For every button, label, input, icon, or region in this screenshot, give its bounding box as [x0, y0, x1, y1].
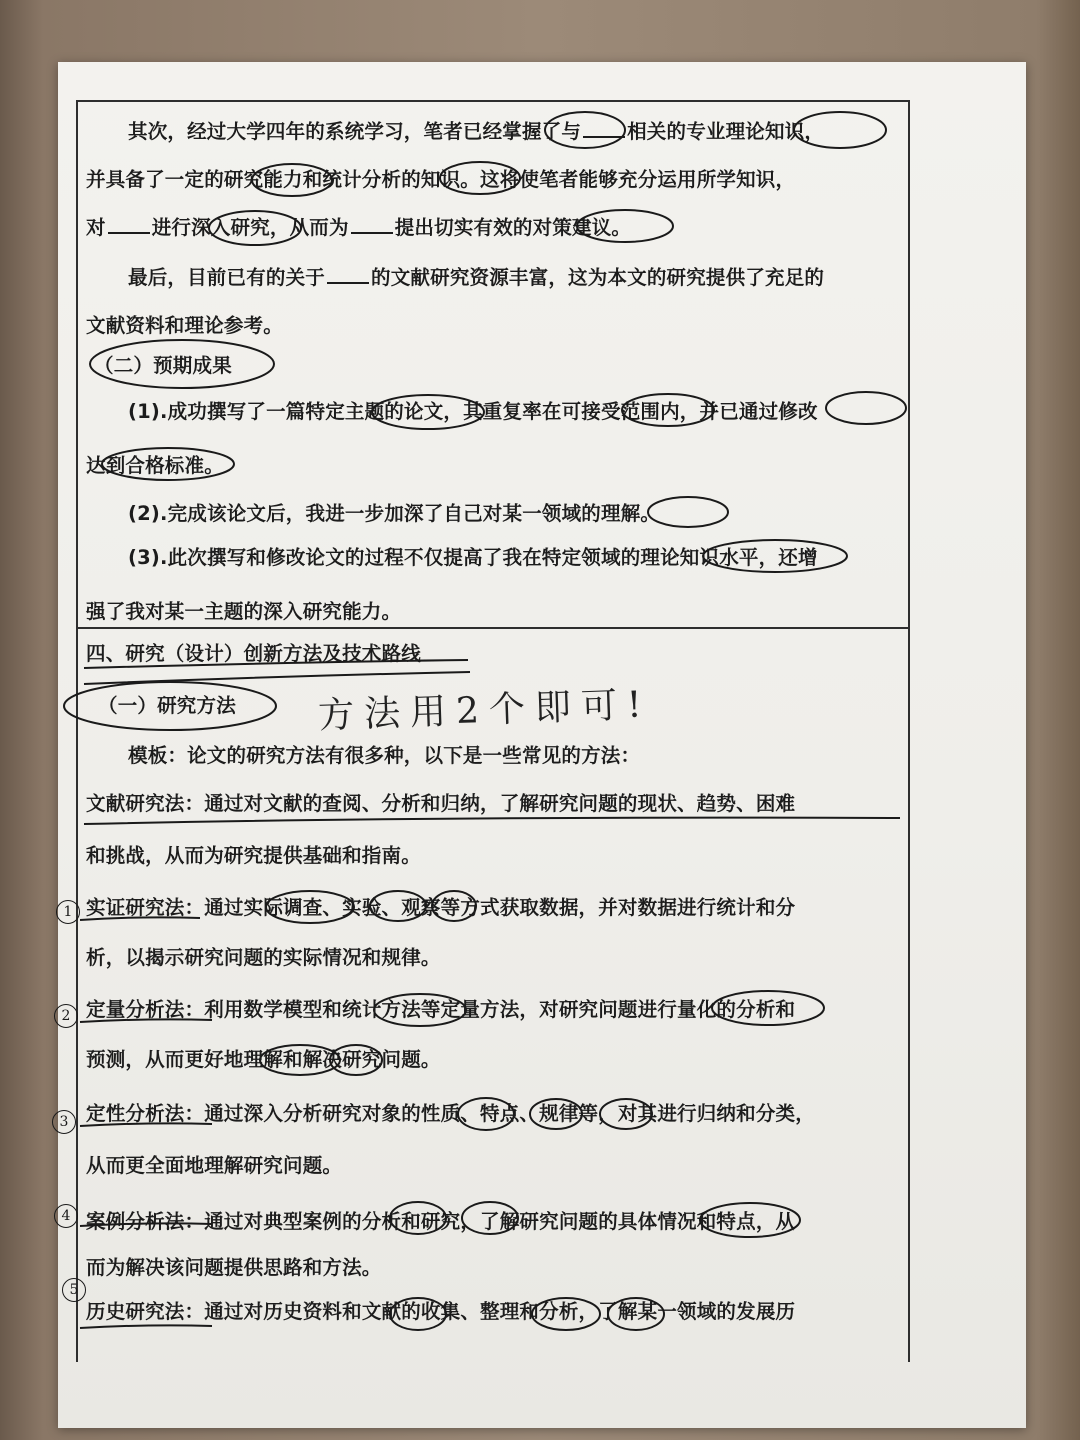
- method-line: [86, 1208, 906, 1236]
- method-line: 析，以揭示研究问题的实际情况和规律。: [86, 946, 441, 969]
- fill-blank: [108, 216, 150, 234]
- method-line: 预测，从而更好地理解和解决研究问题。: [86, 1048, 441, 1071]
- method-line: [86, 996, 906, 1024]
- section-heading-expected-results: （二）预期成果: [94, 354, 232, 377]
- table-border-top: [76, 100, 910, 102]
- paragraph-line: [86, 264, 906, 292]
- method-name: 历史研究法: [86, 1300, 185, 1323]
- handwritten-note: 方法用2个即可!: [317, 684, 653, 737]
- handwritten-number-mark: 2: [54, 1004, 78, 1028]
- result-line: 达到合格标准。: [86, 454, 224, 477]
- paragraph-line: [86, 118, 906, 146]
- fill-blank: [583, 120, 625, 138]
- template-label: 模板: [128, 744, 168, 767]
- paragraph-line: [86, 166, 906, 194]
- method-name: 实证研究法: [86, 896, 185, 919]
- text-segment: 最后，目前已有的关于: [128, 266, 326, 289]
- result-line: (2).完成该论文后，我进一步加深了自己对某一领域的理解。: [128, 502, 661, 525]
- method-line: [86, 790, 906, 818]
- table-divider: [76, 627, 910, 629]
- fill-blank: [327, 266, 369, 284]
- method-description: ：通过对历史资料和文献的收集、整理和分析，了解某一领域的发展历: [184, 1300, 796, 1323]
- fill-blank: [351, 216, 393, 234]
- handwritten-number-mark: 5: [62, 1278, 86, 1302]
- method-description: ：通过对典型案例的分析和研究，了解研究问题的具体情况和特点，从: [184, 1210, 796, 1233]
- method-name: 定量分析法: [86, 998, 185, 1021]
- method-name: 文献研究法: [86, 792, 185, 815]
- method-line: [86, 1100, 906, 1128]
- method-name: 案例分析法: [86, 1210, 185, 1233]
- method-line: 而为解决该问题提供思路和方法。: [86, 1256, 382, 1279]
- text-segment: 相关的专业理论知识，: [627, 120, 825, 143]
- subsection-heading-research-methods: （一）研究方法: [98, 694, 236, 717]
- method-description: ：通过实际调查、实验、观察等方式获取数据，并对数据进行统计和分: [184, 896, 796, 919]
- method-description: ：通过对文献的查阅、分析和归纳，了解研究问题的现状、趋势、困难: [184, 792, 796, 815]
- table-border-right: [908, 100, 910, 1362]
- template-line: [86, 742, 906, 770]
- text-segment: 进行深入研究，从而为: [151, 216, 349, 239]
- paragraph-line: [86, 214, 906, 242]
- method-line: [86, 1298, 906, 1326]
- method-line: 从而更全面地理解研究问题。: [86, 1154, 343, 1177]
- paragraph-line: [86, 312, 906, 340]
- template-text: ：论文的研究方法有很多种，以下是一些常见的方法：: [167, 744, 641, 767]
- section-heading-methods: 四、研究（设计）创新方法及技术路线: [86, 642, 421, 665]
- method-line: 和挑战，从而为研究提供基础和指南。: [86, 844, 421, 867]
- result-line: (1).成功撰写了一篇特定主题的论文，其重复率在可接受范围内，并已通过修改: [128, 400, 818, 423]
- method-description: ：通过深入分析研究对象的性质、特点、规律等，对其进行归纳和分类，: [184, 1102, 815, 1125]
- method-description: ：利用数学模型和统计方法等定量方法，对研究问题进行量化的分析和: [184, 998, 796, 1021]
- text-segment: 并具备了一定的研究能力和统计分析的知识。这将使笔者能够充分运用所学知识，: [86, 168, 796, 191]
- text-segment: 提出切实有效的对策建议。: [394, 216, 632, 239]
- method-name: 定性分析法: [86, 1102, 185, 1125]
- table-border-left: [76, 100, 78, 1362]
- handwritten-number-mark: 3: [52, 1110, 76, 1134]
- handwritten-number-mark: 1: [56, 900, 80, 924]
- text-segment: 对: [86, 216, 106, 239]
- text-segment: 的文献研究资源丰富，这为本文的研究提供了充足的: [371, 266, 825, 289]
- result-line: (3).此次撰写和修改论文的过程不仅提高了我在特定领域的理论知识水平，还增: [128, 546, 818, 569]
- handwritten-number-mark: 4: [54, 1204, 78, 1228]
- text-segment: 文献资料和理论参考。: [86, 314, 284, 337]
- method-line: [86, 894, 906, 922]
- result-line: 强了我对某一主题的深入研究能力。: [86, 600, 402, 623]
- text-segment: 其次，经过大学四年的系统学习，笔者已经掌握了与: [128, 120, 582, 143]
